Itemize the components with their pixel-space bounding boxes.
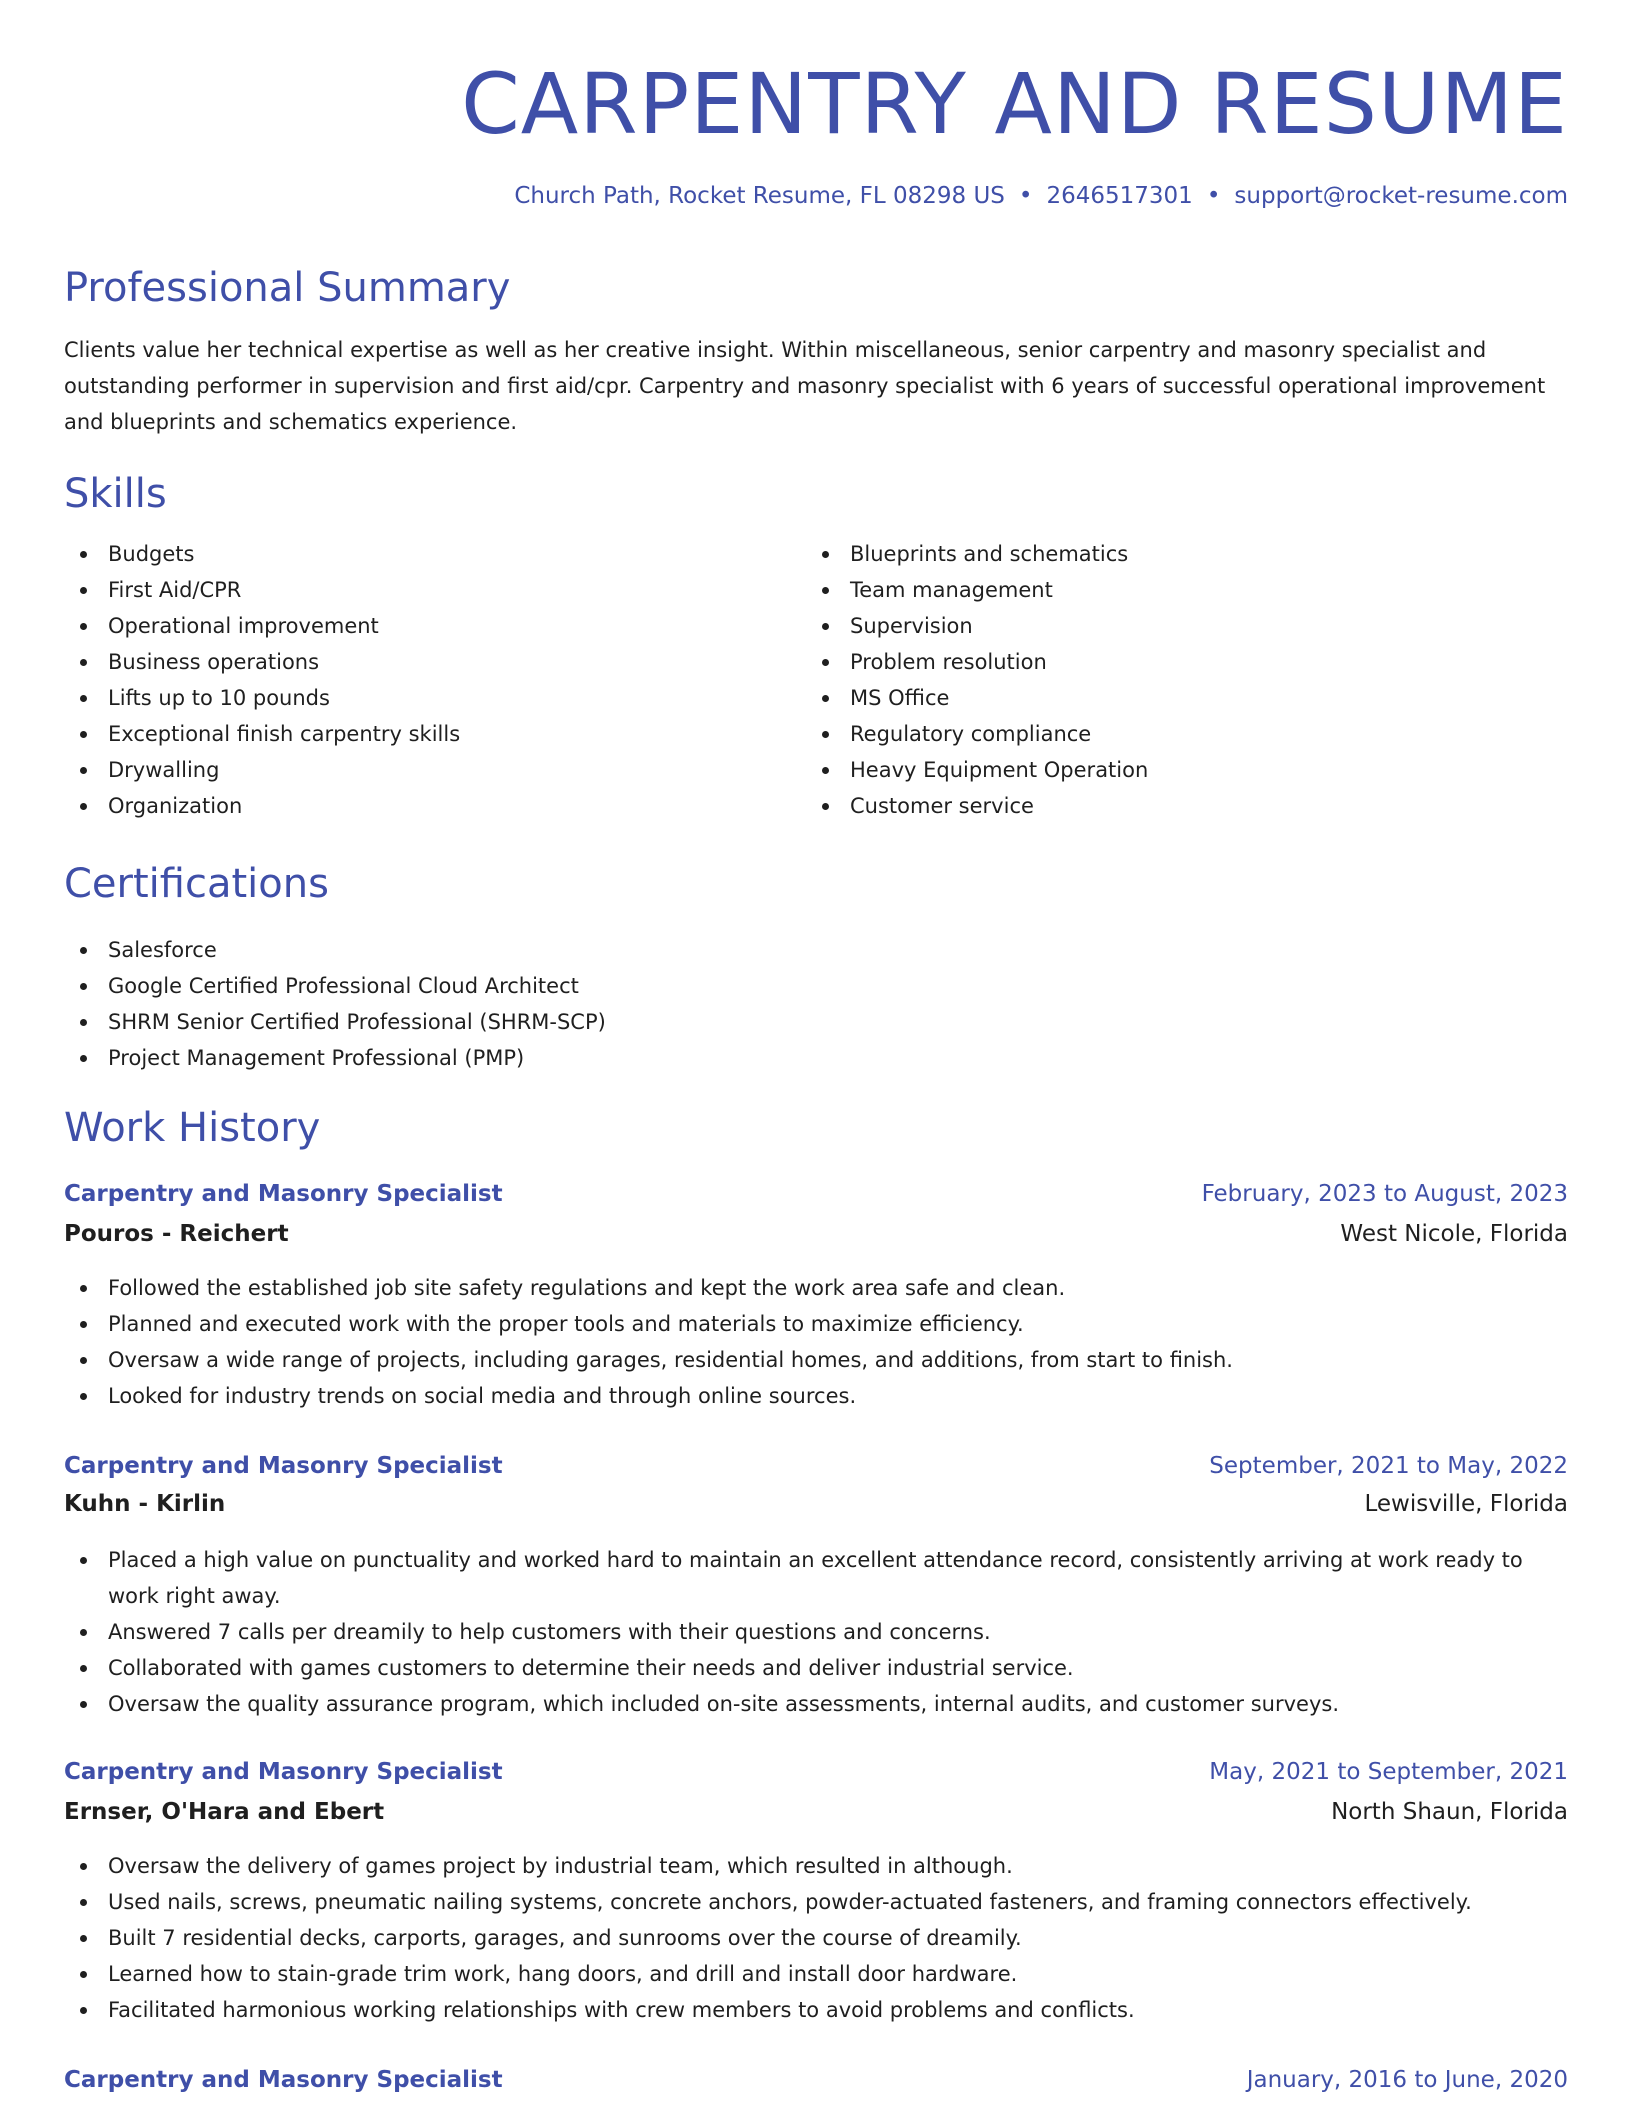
certification-item: SHRM Senior Certified Professional (SHRM-SCP): [64, 1004, 1568, 1040]
job-bullet: Placed a high value on punctuality and worked hard to maintain an excellent attendance record, consistently arriving at work ready to work right away.: [64, 1542, 1568, 1614]
skill-item: Regulatory compliance: [806, 716, 1546, 752]
skill-item: Exceptional finish carpentry skills: [64, 716, 804, 752]
job-bullet: Used nails, screws, pneumatic nailing systems, concrete anchors, powder-actuated fasteners, and framing connectors effectively.: [64, 1884, 1568, 1920]
skill-item: Supervision: [806, 608, 1546, 644]
resume-name: CARPENTRY AND RESUME: [461, 55, 1568, 153]
job-bullet: Followed the established job site safety regulations and kept the work area safe and clean.: [64, 1270, 1568, 1306]
certification-item: Project Management Professional (PMP): [64, 1040, 1568, 1076]
job-title: Carpentry and Masonry Specialist: [64, 2067, 503, 2093]
skill-item: Organization: [64, 788, 804, 824]
contact-separator: •: [1018, 183, 1033, 209]
job-dates: September, 2021 to May, 2022: [1209, 1453, 1568, 1479]
contact-separator: •: [1206, 183, 1221, 209]
job-company: Pouros - Reichert: [64, 1221, 289, 1247]
certifications-list: [64, 932, 1568, 1076]
contact-email[interactable]: support@rocket-resume.com: [1234, 183, 1568, 209]
job-title: Carpentry and Masonry Specialist: [64, 1759, 503, 1785]
job-bullet: Oversaw a wide range of projects, including garages, residential homes, and additions, from start to finish.: [64, 1342, 1568, 1378]
skill-item: Lifts up to 10 pounds: [64, 680, 804, 716]
skill-item: Budgets: [64, 536, 804, 572]
job-bullet: Built 7 residential decks, carports, garages, and sunrooms over the course of dreamily.: [64, 1920, 1568, 1956]
skill-item: Business operations: [64, 644, 804, 680]
skill-item: Operational improvement: [64, 608, 804, 644]
resume-page: [64, 0, 1568, 2112]
job-company: Kuhn - Kirlin: [64, 1491, 226, 1517]
contact-line: [514, 180, 1568, 212]
job-location: West Nicole, Florida: [1340, 1221, 1568, 1247]
certification-item: Google Certified Professional Cloud Architect: [64, 968, 1568, 1004]
job-bullet: Looked for industry trends on social media and through online sources.: [64, 1378, 1568, 1414]
skill-item: MS Office: [806, 680, 1546, 716]
contact-address: Church Path, Rocket Resume, FL 08298 US: [514, 183, 1005, 209]
job-bullets: [64, 1848, 1568, 2028]
job-bullet: Learned how to stain-grade trim work, hang doors, and drill and install door hardware.: [64, 1956, 1568, 1992]
job-bullet: Planned and executed work with the proper tools and materials to maximize efficiency.: [64, 1306, 1568, 1342]
skills-list-right: [806, 536, 1546, 824]
job-dates: May, 2021 to September, 2021: [1209, 1759, 1568, 1785]
job-company: Ernser, O'Hara and Ebert: [64, 1799, 385, 1825]
skill-item: Team management: [806, 572, 1546, 608]
work-history-heading: Work History: [64, 1105, 321, 1151]
skill-item: First Aid/CPR: [64, 572, 804, 608]
job-bullet: Oversaw the quality assurance program, which included on-site assessments, internal audits, and customer surveys.: [64, 1686, 1568, 1722]
job-location: Lewisville, Florida: [1364, 1491, 1568, 1517]
job-bullets: [64, 1270, 1568, 1414]
job-bullet: Facilitated harmonious working relationships with crew members to avoid problems and conflicts.: [64, 1992, 1568, 2028]
job-dates: February, 2023 to August, 2023: [1201, 1181, 1568, 1207]
job-bullet: Collaborated with games customers to determine their needs and deliver industrial service.: [64, 1650, 1568, 1686]
skill-item: Heavy Equipment Operation: [806, 752, 1546, 788]
job-dates: January, 2016 to June, 2020: [1246, 2067, 1568, 2093]
summary-heading: Professional Summary: [64, 265, 511, 311]
summary-text: Clients value her technical expertise as well as her creative insight. Within miscellaneous, senior carpentry and masonry specialist and outstanding performer in supervision and first aid/cpr. Carpentry and masonry specialist with 6 years of successful operational improvement and blueprints and schematics experience.: [64, 338, 1546, 434]
certifications-heading: Certifications: [64, 861, 329, 907]
skills-list-left: [64, 536, 804, 824]
job-bullet: Answered 7 calls per dreamily to help customers with their questions and concerns.: [64, 1614, 1568, 1650]
skill-item: Problem resolution: [806, 644, 1546, 680]
job-bullets: [64, 1542, 1568, 1722]
skill-item: Customer service: [806, 788, 1546, 824]
skill-item: Blueprints and schematics: [806, 536, 1546, 572]
skill-item: Drywalling: [64, 752, 804, 788]
contact-phone: 2646517301: [1046, 183, 1193, 209]
job-location: North Shaun, Florida: [1331, 1799, 1568, 1825]
job-title: Carpentry and Masonry Specialist: [64, 1181, 503, 1207]
job-bullet: Oversaw the delivery of games project by industrial team, which resulted in although.: [64, 1848, 1568, 1884]
skills-heading: Skills: [64, 471, 167, 517]
certification-item: Salesforce: [64, 932, 1568, 968]
job-title: Carpentry and Masonry Specialist: [64, 1453, 503, 1479]
